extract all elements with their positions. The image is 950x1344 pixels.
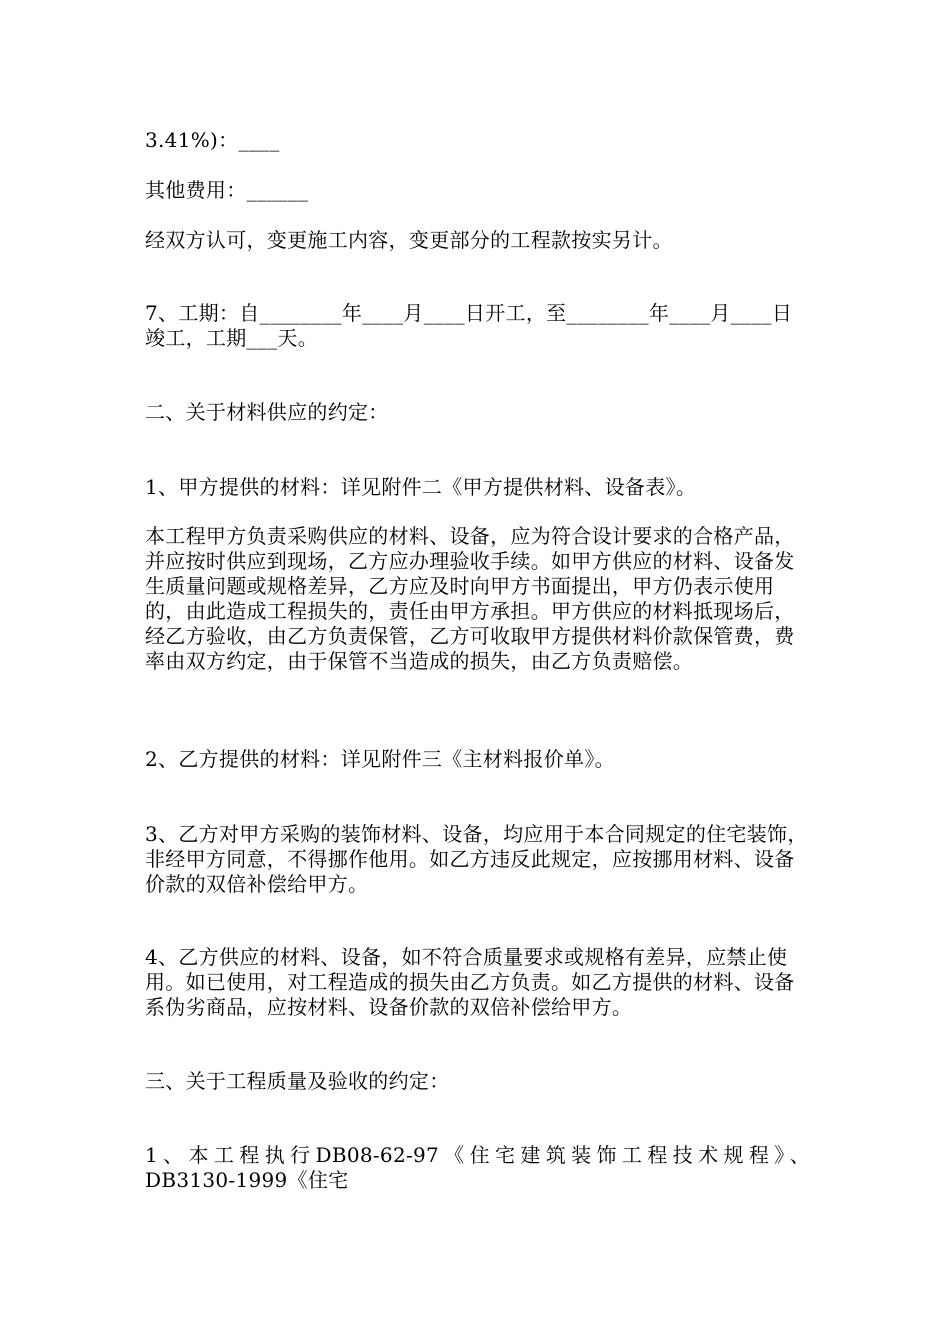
paragraph-material-usage: 3、乙方对甲方采购的装饰材料、设备，均应用于本合同规定的住宅装饰，非经甲方同意，不得挪作他用。如乙方违反此规定，应按挪用材料、设备价款的双倍补偿给甲方。 (145, 822, 808, 896)
paragraph-party-a-materials: 1、甲方提供的材料：详见附件二《甲方提供材料、设备表》。 (145, 475, 697, 499)
paragraph-fee-rate: 3.41%)：____ (145, 128, 280, 152)
paragraph-party-b-materials: 2、乙方提供的材料：详见附件三《主材料报价单》。 (145, 747, 615, 771)
paragraph-change-terms: 经双方认可，变更施工内容，变更部分的工程款按实另计。 (145, 228, 673, 252)
paragraph-standards-line1: 1、本工程执行DB08-62-97《住宅建筑装饰工程技术规程》、 (145, 1143, 810, 1167)
paragraph-party-a-responsibility: 本工程甲方负责采购供应的材料、设备，应为符合设计要求的合格产品，并应按时供应到现场，乙方应办理验收手续。如甲方供应的材料、设备发生质量问题或规格差异，乙方应及时向甲方书面提出，甲方仍表示使用的，由此造成工程损失的，责任由甲方承担。甲方供应的材料抵现场后，经乙方验收，由乙方负责保管，乙方可收取甲方提供材料价款保管费，费率由双方约定，由于保管不当造成的损失，由乙方负责赔偿。 (145, 524, 795, 673)
paragraph-other-fees: 其他费用：______ (145, 178, 309, 202)
paragraph-construction-period: 7、工期：自________年____月____日开工，至________年____月____日竣工，工期___天。 (145, 301, 793, 350)
paragraph-standards-line2: DB3130-1999《住宅 (145, 1168, 349, 1192)
section-heading-quality: 三、关于工程质量及验收的约定： (145, 1069, 450, 1093)
section-heading-materials: 二、关于材料供应的约定： (145, 400, 389, 424)
paragraph-party-b-quality: 4、乙方供应的材料、设备，如不符合质量要求或规格有差异，应禁止使用。如已使用，对工程造成的损失由乙方负责。如乙方提供的材料、设备系伪劣商品，应按材料、设备价款的双倍补偿给甲方。 (145, 945, 795, 1019)
